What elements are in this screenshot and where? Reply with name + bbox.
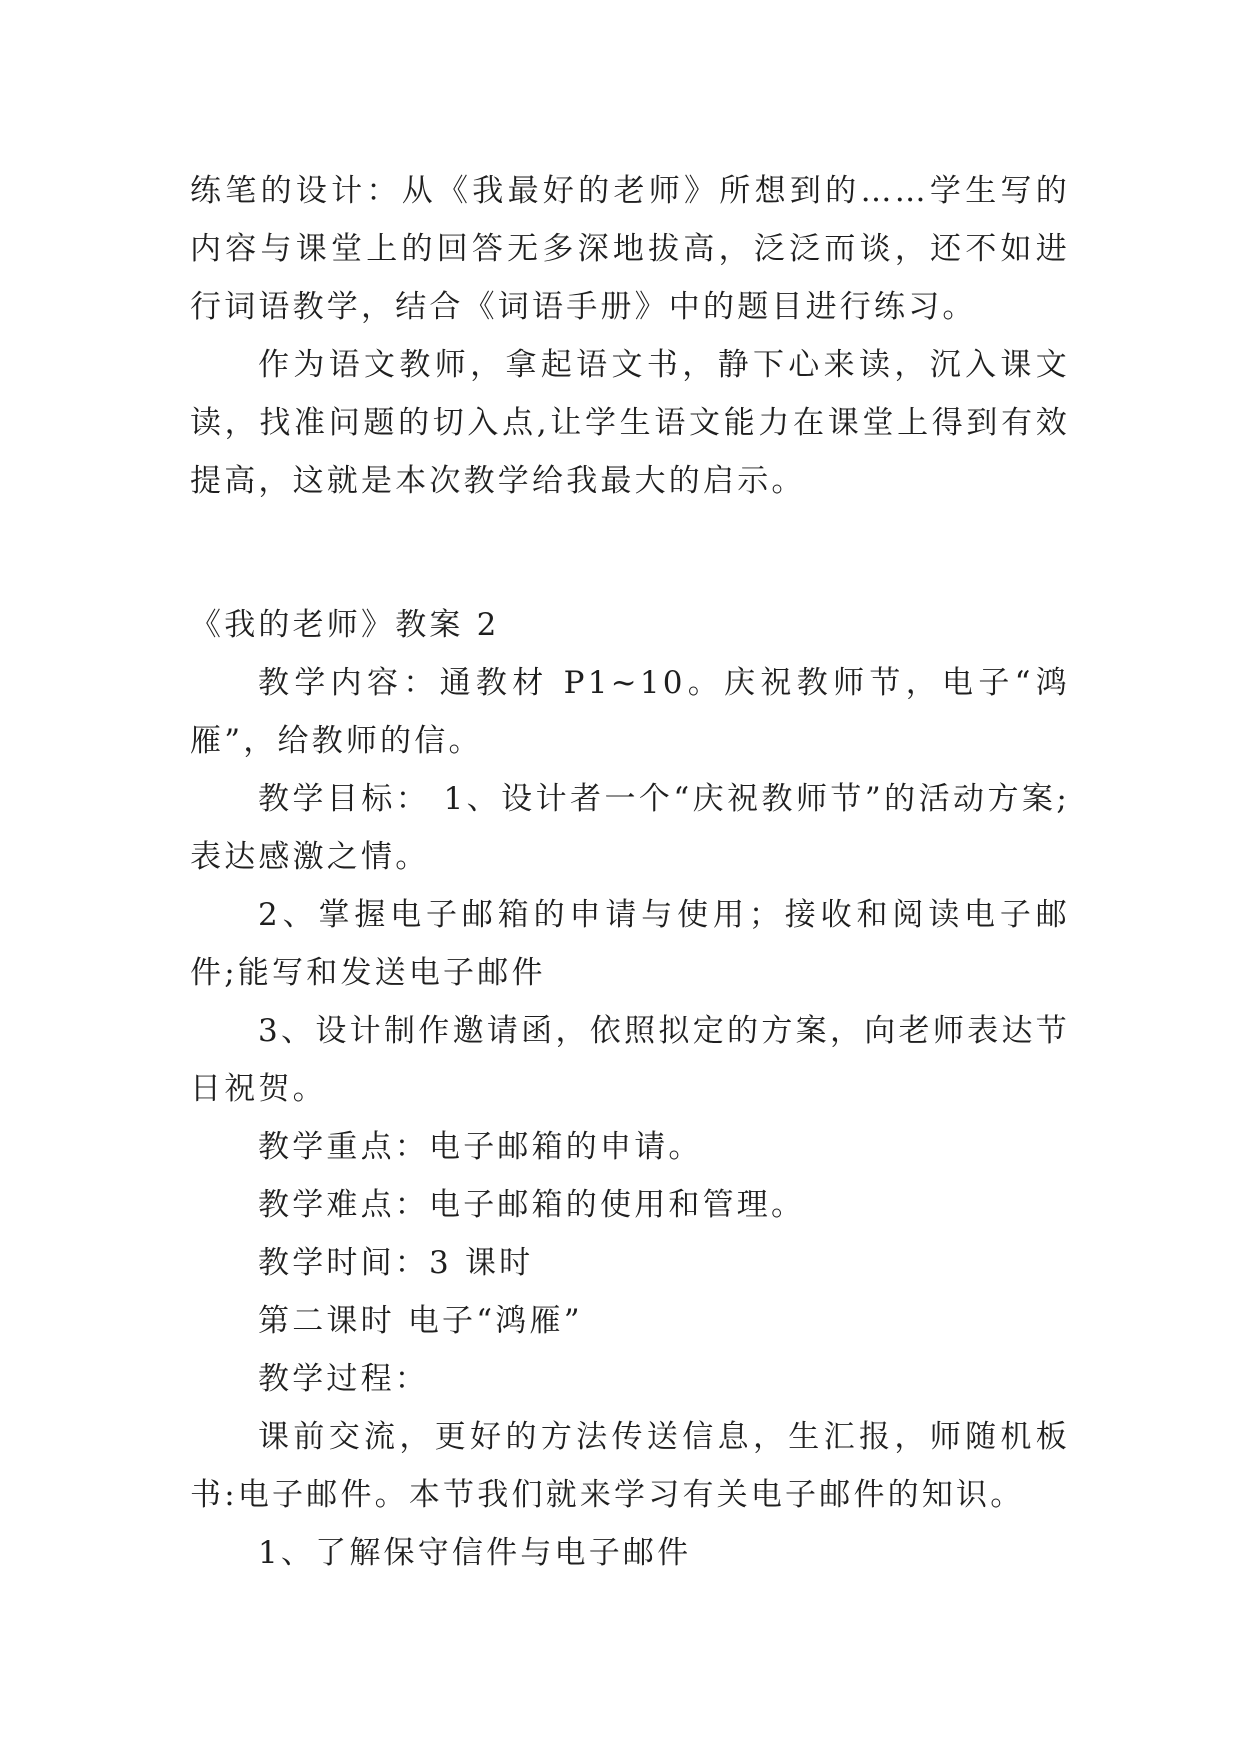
paragraph-teaching-content: 教学内容：通教材 P1~10。庆祝教师节，电子“鸿雁”，给教师的信。 (190, 665, 1070, 759)
paragraph-teaching-insight: 作为语文教师，拿起语文书，静下心来读，沉入课文读，找准问题的切入点,让学生语文能力在课堂上得到有效提高，这就是本次教学给我最大的启示。 (190, 347, 1070, 499)
paragraph-key-point: 教学重点：电子邮箱的申请。 (258, 1129, 703, 1165)
paragraph-practice-design: 练笔的设计：从《我最好的老师》所想到的……学生写的内容与课堂上的回答无多深地拔高，泛泛而谈，还不如进行词语教学，结合《词语手册》中的题目进行练习。 (190, 173, 1070, 325)
paragraph-teaching-time: 教学时间：3 课时 (258, 1245, 534, 1281)
paragraph-teaching-process: 教学过程： (258, 1361, 429, 1397)
paragraph-teaching-goal-1: 教学目标： 1、设计者一个“庆祝教师节”的活动方案;表达感激之情。 (190, 781, 1070, 875)
paragraph-difficult-point: 教学难点：电子邮箱的使用和管理。 (258, 1187, 806, 1223)
paragraph-teaching-goal-2: 2、掌握电子邮箱的申请与使用；接收和阅读电子邮件;能写和发送电子邮件 (190, 897, 1070, 991)
paragraph-step-1: 1、了解保守信件与电子邮件 (258, 1535, 692, 1571)
paragraph-pre-class-exchange: 课前交流，更好的方法传送信息，生汇报，师随机板书:电子邮件。本节我们就来学习有关电子邮件的知识。 (190, 1419, 1070, 1513)
document-body (190, 162, 1070, 1582)
section-title: 《我的老师》教案 2 (190, 607, 500, 643)
paragraph-lesson-title: 第二课时 电子“鸿雁” (258, 1303, 583, 1339)
paragraph-teaching-goal-3: 3、设计制作邀请函，依照拟定的方案，向老师表达节日祝贺。 (190, 1013, 1070, 1107)
